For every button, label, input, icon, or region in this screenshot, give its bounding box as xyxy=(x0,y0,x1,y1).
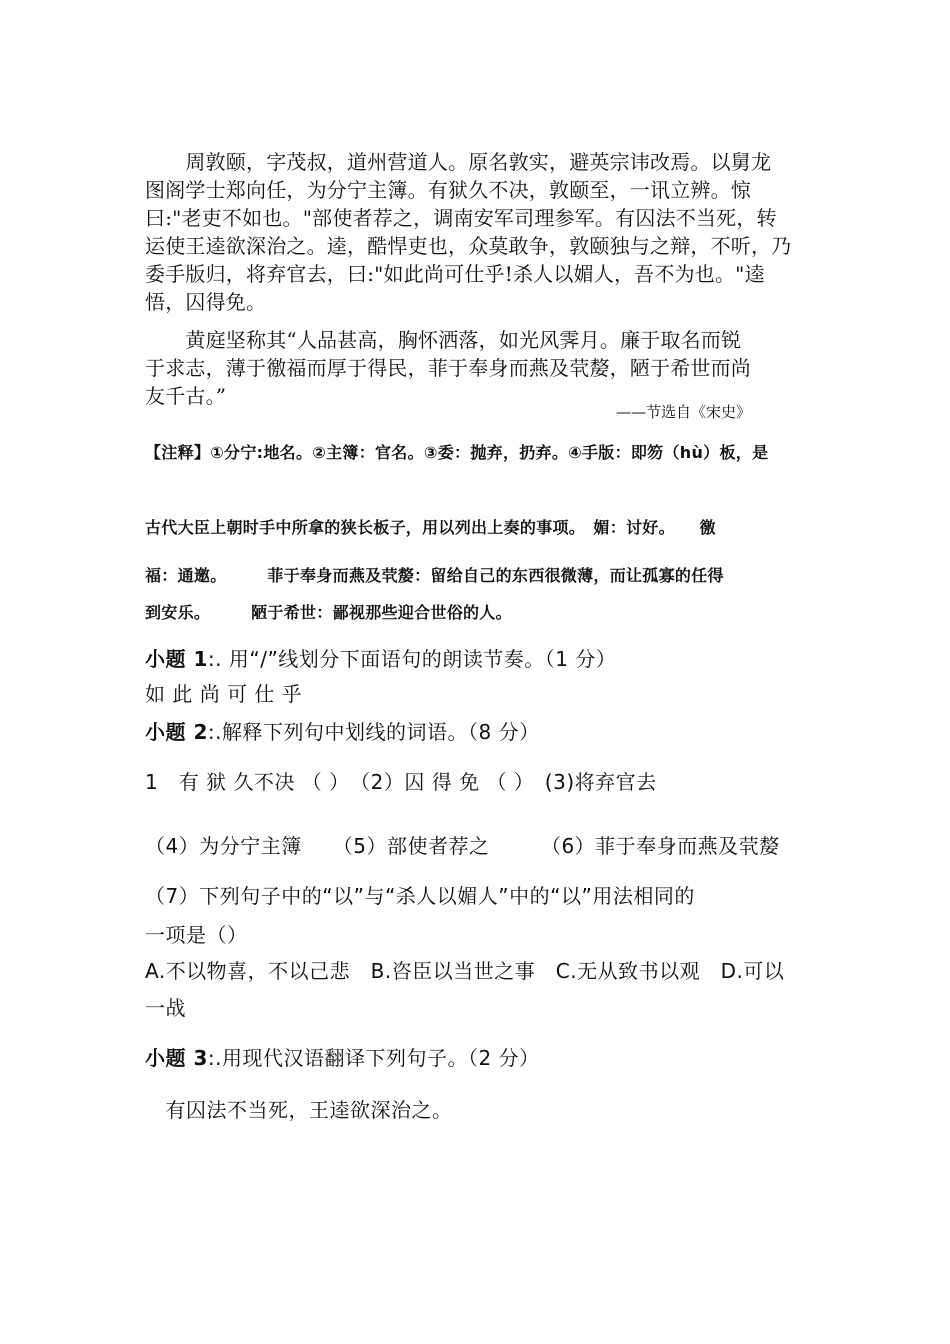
passage-line: 运使王逵欲深治之。逵，酷悍吏也，众莫敢争，敦颐独与之辩，不听，乃 xyxy=(145,234,792,258)
passage-line: 黄庭坚称其“人品甚高，胸怀洒落，如光风霁月。廉于取名而锐 xyxy=(145,328,742,352)
note-line: 古代大臣上朝时手中所拿的狭长板子，用以列出上奏的事项。 媚：讨好。 徼 xyxy=(145,518,716,537)
question-1-label: 小题 1 xyxy=(145,647,208,671)
question-2-item-7: （7）下列句子中的“以”与“杀人以媚人”中的“以”用法相同的 xyxy=(145,884,695,908)
passage-line: 曰:"老吏不如也。"部使者荐之，调南安军司理参军。有囚法不当死，转 xyxy=(145,206,777,230)
question-3-text: :.用现代汉语翻译下列句子。（2 分） xyxy=(207,1046,540,1070)
question-1-sentence: 如 此 尚 可 仕 乎 xyxy=(145,682,303,706)
question-2-row: 1 有 狱 久不决 （ ） （2）囚 得 免 （ ） (3)将弃官去 xyxy=(145,770,657,794)
passage-line: 友千古。” xyxy=(145,384,227,408)
question-3-label: 小题 3 xyxy=(145,1046,208,1070)
question-2-label: 小题 2 xyxy=(145,720,208,744)
note-line: 福：通邀。 菲于奉身而燕及茕嫠：留给自己的东西很微薄，而让孤寡的任得 xyxy=(145,566,724,585)
question-2-row: （4）为分宁主簿 （5）部使者荐之 （6）菲于奉身而燕及茕嫠 xyxy=(145,834,780,858)
question-3 xyxy=(145,1043,540,1073)
question-2 xyxy=(145,717,540,747)
passage-line: 于求志，薄于徼福而厚于得民，菲于奉身而燕及茕嫠，陋于希世而尚 xyxy=(145,356,751,380)
question-2-item-7: 一项是（） xyxy=(145,923,248,947)
question-2-text: :.解释下列句中划线的词语。（8 分） xyxy=(207,720,540,744)
passage-line: 周敦颐，字茂叔，道州营道人。原名敦实，避英宗讳改焉。以舅龙 xyxy=(145,150,772,174)
question-2-options: 一战 xyxy=(145,996,186,1020)
question-2-options: A.不以物喜，不以己悲 B.咨臣以当世之事 C.无从致书以观 D.可以 xyxy=(145,959,785,983)
passage-source: ——节选自《宋史》 xyxy=(616,403,752,421)
passage-line: 委手版归，将弃官去，曰:"如此尚可仕乎!杀人以媚人，吾不为也。"逵 xyxy=(145,262,765,286)
question-1 xyxy=(145,644,616,674)
passage-line: 悟，囚得免。 xyxy=(145,290,267,314)
note-line: 【注释】①分宁:地名。②主簿：官名。③委：抛弃，扔弃。④手版：即笏（hù）板，是 xyxy=(145,443,769,462)
question-1-text: :. 用“/”线划分下面语句的朗读节奏。（1 分） xyxy=(207,647,617,671)
question-3-sentence: 有囚法不当死，王逵欲深治之。 xyxy=(145,1098,453,1122)
note-line: 到安乐。 陋于希世：鄙视那些迎合世俗的人。 xyxy=(145,603,512,622)
passage-line: 图阁学士郑向任，为分宁主簿。有狱久不决，敦颐至，一讯立辨。惊 xyxy=(145,178,751,202)
